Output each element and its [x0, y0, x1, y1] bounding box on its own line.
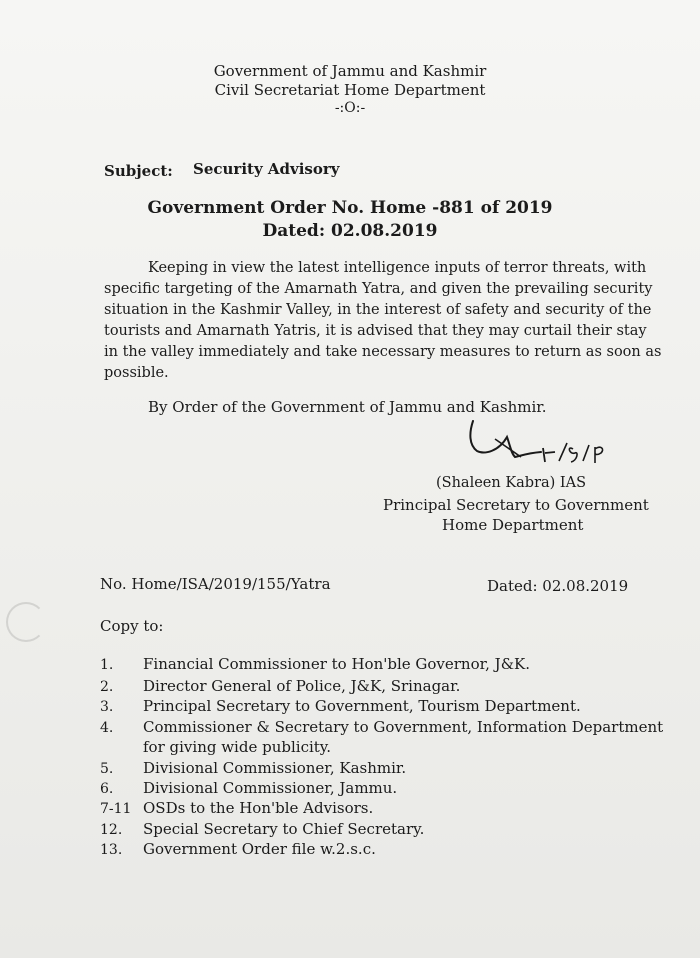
copy-list-item: Divisional Commissioner, Kashmir.: [143, 759, 407, 777]
copy-list-number: 3.: [100, 699, 114, 715]
subject-value: Security Advisory: [193, 160, 340, 178]
body-line: in the valley immediately and take necessary measures to return as soon as: [104, 344, 662, 360]
copy-list-item: Government Order file w.2.s.c.: [143, 840, 376, 858]
copy-list-item-continuation: for giving wide publicity.: [143, 738, 332, 756]
signatory-title: Principal Secretary to Government: [383, 496, 649, 514]
copy-list-item: OSDs to the Hon'ble Advisors.: [143, 799, 374, 817]
copy-list-item: Commissioner & Secretary to Government, Information Department: [143, 718, 664, 736]
copy-list-number: 4.: [100, 720, 114, 736]
order-title: Government Order No. Home -881 of 2019: [147, 198, 553, 218]
header-government: Government of Jammu and Kashmir: [213, 62, 487, 80]
subject-label: Subject:: [104, 162, 173, 180]
signatory-name: (Shaleen Kabra) IAS: [436, 475, 587, 491]
reference-date: Dated: 02.08.2019: [487, 577, 629, 595]
header-separator: -:O:-: [334, 100, 366, 116]
handwritten-signature: [455, 415, 625, 475]
copy-list-item: Principal Secretary to Government, Tourism Department.: [143, 697, 581, 715]
by-order-line: By Order of the Government of Jammu and Kashmir.: [148, 398, 547, 416]
copy-list-number: 7-11: [100, 801, 132, 817]
body-line: situation in the Kashmir Valley, in the interest of safety and security of the: [104, 302, 652, 318]
copy-list-item: Special Secretary to Chief Secretary.: [143, 820, 425, 838]
copy-list-item: Financial Commissioner to Hon'ble Governor, J&K.: [143, 655, 531, 673]
copy-list-number: 1.: [100, 657, 114, 673]
copy-list-number: 5.: [100, 761, 114, 777]
copy-list-number: 13.: [100, 842, 123, 858]
body-line: Keeping in view the latest intelligence inputs of terror threats, with: [148, 260, 647, 276]
punch-hole-mark: [6, 602, 46, 642]
copy-list-number: 6.: [100, 781, 114, 797]
copy-list-item: Director General of Police, J&K, Srinagar.: [143, 677, 461, 695]
copy-list-number: 12.: [100, 822, 123, 838]
copy-to-label: Copy to:: [100, 617, 164, 635]
signatory-department: Home Department: [442, 516, 584, 534]
reference-number: No. Home/ISA/2019/155/Yatra: [100, 575, 331, 593]
body-line: possible.: [104, 365, 169, 381]
body-line: tourists and Amarnath Yatris, it is advised that they may curtail their stay: [104, 323, 647, 339]
copy-list-item: Divisional Commissioner, Jammu.: [143, 779, 398, 797]
body-line: specific targeting of the Amarnath Yatra, and given the prevailing security: [104, 281, 653, 297]
header-department: Civil Secretariat Home Department: [214, 81, 486, 99]
copy-list-number: 2.: [100, 679, 114, 695]
order-date: Dated: 02.08.2019: [262, 221, 438, 241]
